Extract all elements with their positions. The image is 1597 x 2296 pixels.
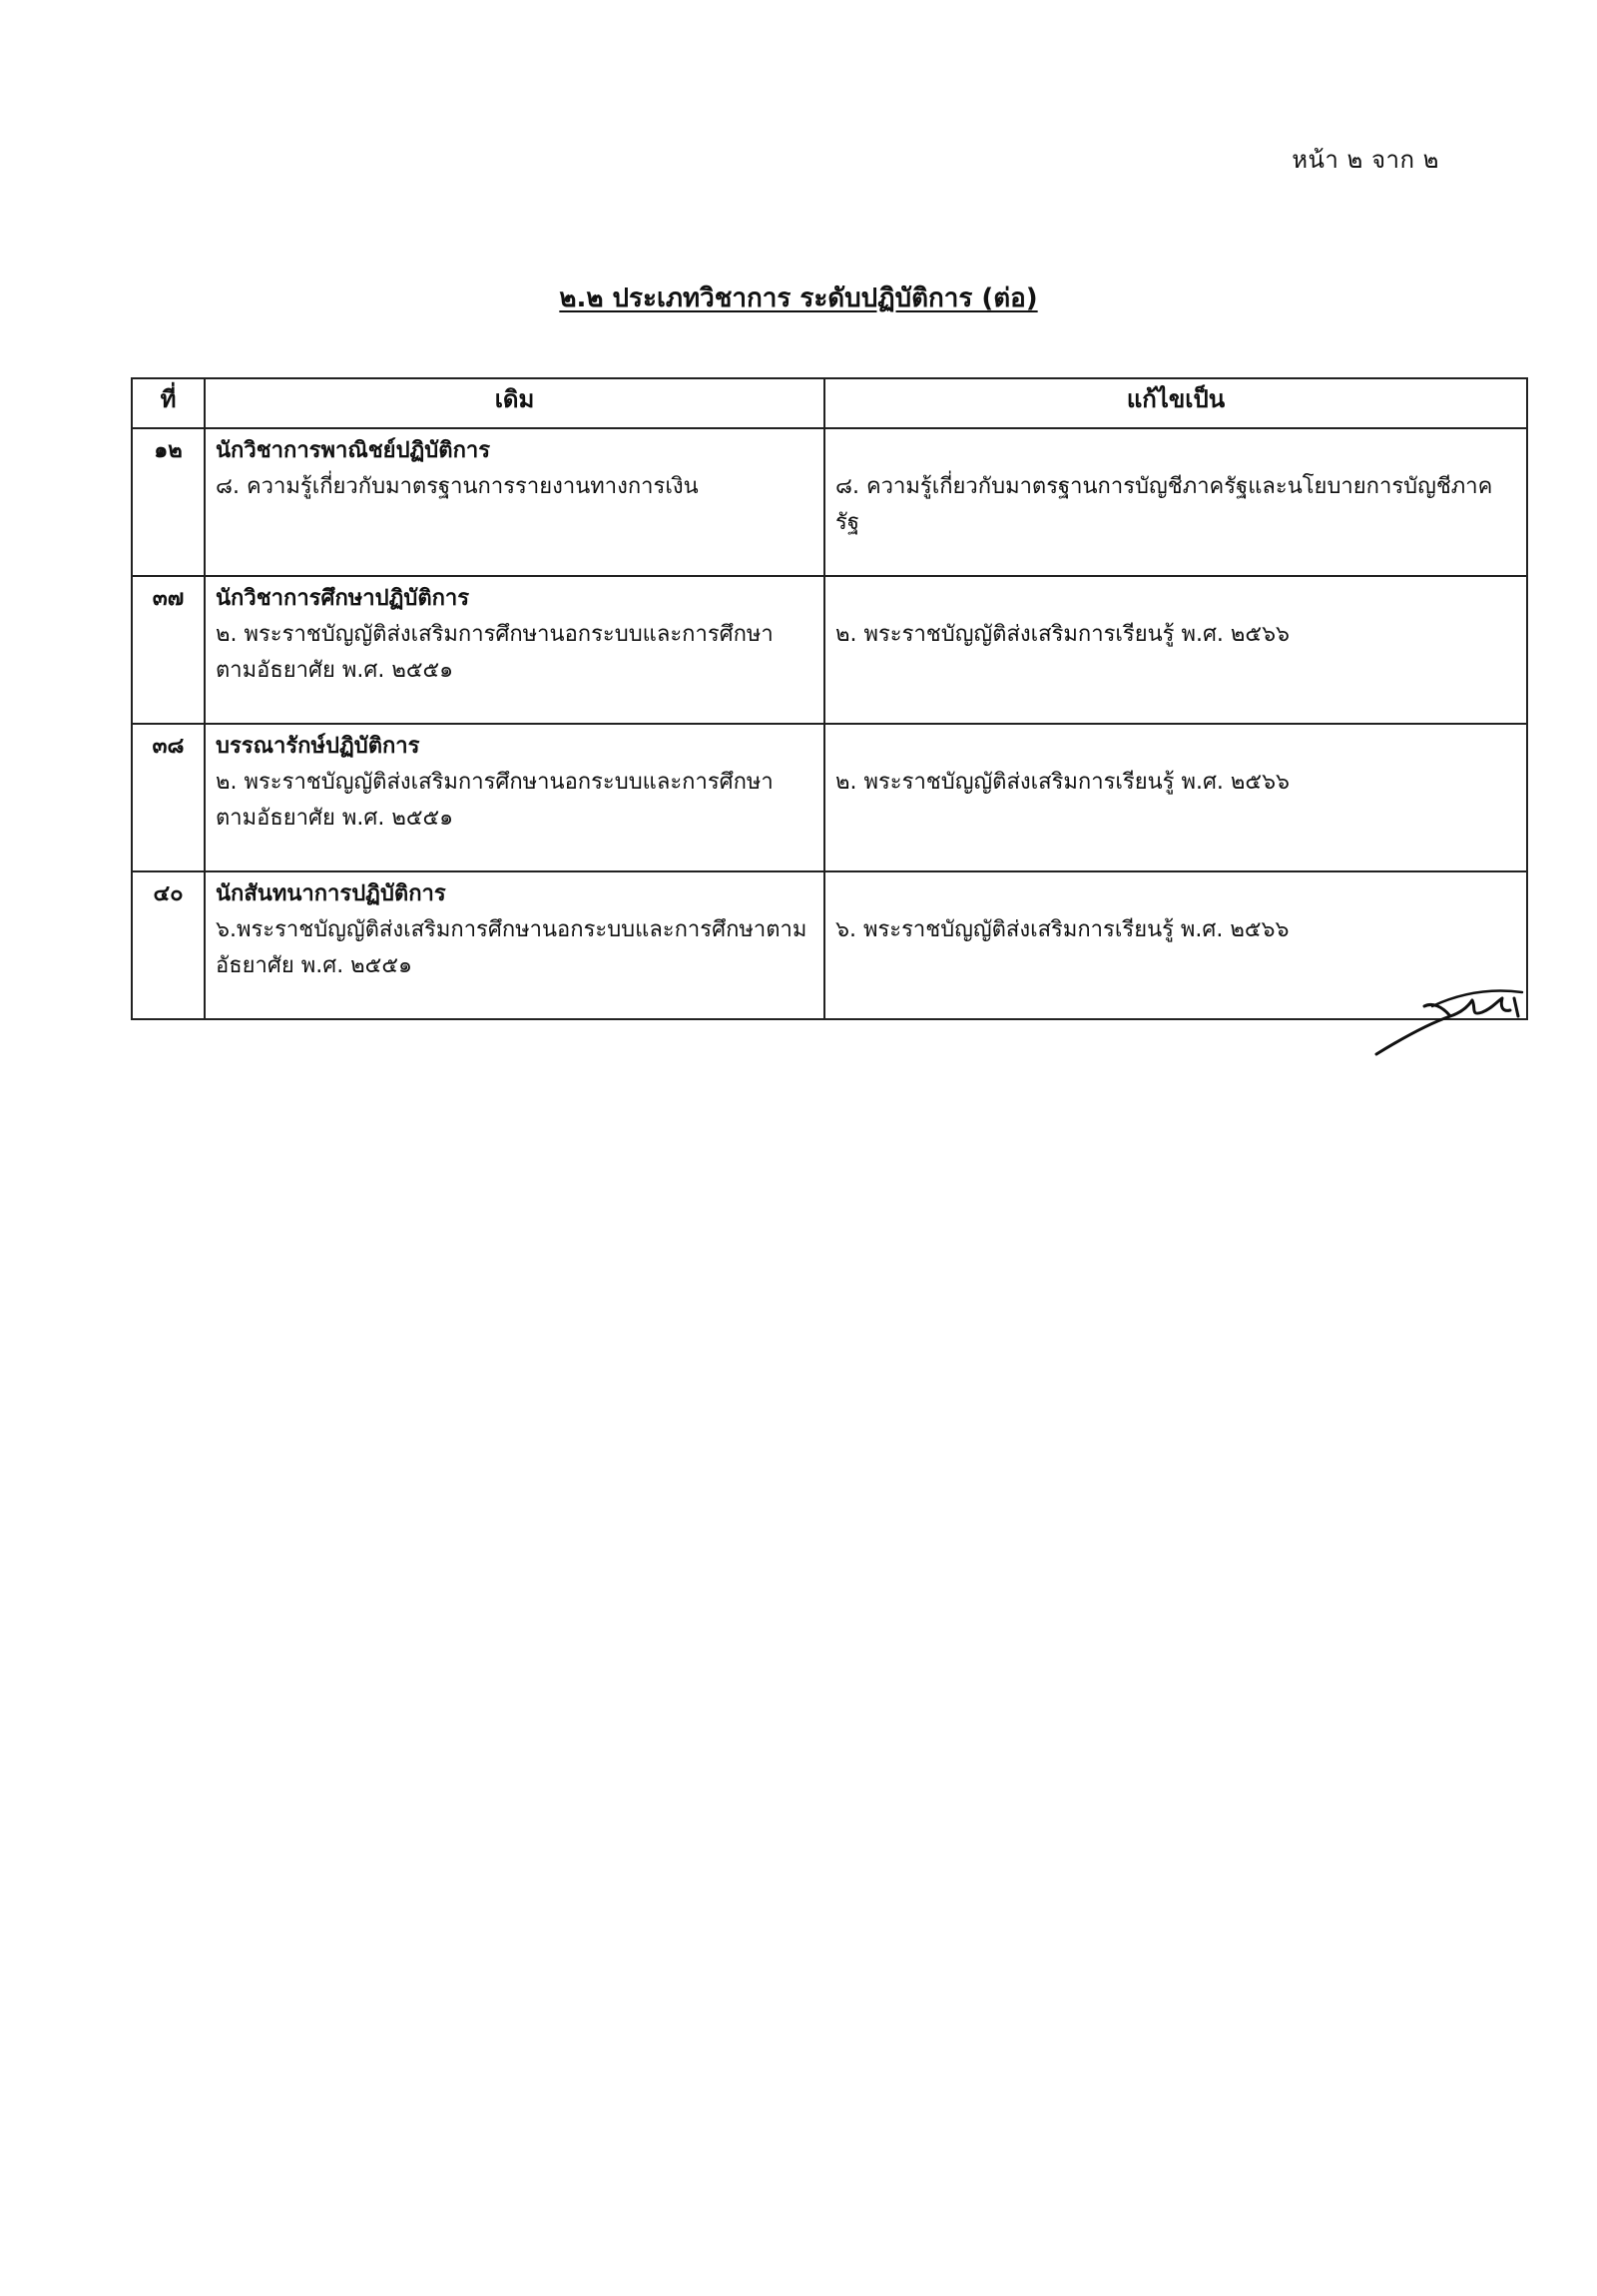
old-cell [205,428,824,576]
new-cell [824,576,1527,724]
page-number: หน้า ๒ จาก ๒ [1292,146,1439,174]
old-cell [205,871,824,1019]
position-title: นักสันทนาการปฏิบัติการ [216,881,446,906]
header-no: ที่ [132,378,205,428]
table-row [132,576,1527,724]
new-text: ๘. ความรู้เกี่ยวกับมาตรฐานการบัญชีภาครัฐและนโยบายการบัญชีภาครัฐ [835,474,1493,535]
old-cell [205,724,824,871]
new-cell [824,724,1527,871]
old-text: ๘. ความรู้เกี่ยวกับมาตรฐานการรายงานทางการเงิน [216,474,699,499]
new-text: ๖. พระราชบัญญัติส่งเสริมการเรียนรู้ พ.ศ. ๒๕๖๖ [835,917,1290,942]
row-number: ๓๘ [132,724,205,871]
row-number: ๓๗ [132,576,205,724]
row-number: ๔๐ [132,871,205,1019]
header-new: แก้ไขเป็น [824,378,1527,428]
position-title: บรรณารักษ์ปฏิบัติการ [216,734,420,759]
table-header-row [132,378,1527,428]
table-row [132,428,1527,576]
old-text: ๒. พระราชบัญญัติส่งเสริมการศึกษานอกระบบและการศึกษาตามอัธยาศัย พ.ศ. ๒๕๕๑ [216,770,774,831]
old-text: ๒. พระราชบัญญัติส่งเสริมการศึกษานอกระบบและการศึกษาตามอัธยาศัย พ.ศ. ๒๕๕๑ [216,622,774,683]
table-row [132,871,1527,1019]
position-title: นักวิชาการศึกษาปฏิบัติการ [216,586,470,611]
handwritten-signature [1372,976,1532,1066]
new-text: ๒. พระราชบัญญัติส่งเสริมการเรียนรู้ พ.ศ. ๒๕๖๖ [835,770,1290,795]
position-title: นักวิชาการพาณิชย์ปฏิบัติการ [216,438,491,463]
new-cell [824,428,1527,576]
section-title: ๒.๒ ประเภทวิชาการ ระดับปฏิบัติการ (ต่อ) [559,284,1038,313]
old-cell [205,576,824,724]
amendment-table [131,377,1528,1020]
new-text: ๒. พระราชบัญญัติส่งเสริมการเรียนรู้ พ.ศ. ๒๕๖๖ [835,622,1290,647]
row-number: ๑๒ [132,428,205,576]
old-text: ๖.พระราชบัญญัติส่งเสริมการศึกษานอกระบบและการศึกษาตามอัธยาศัย พ.ศ. ๒๕๕๑ [216,917,807,978]
header-old: เดิม [205,378,824,428]
table-row [132,724,1527,871]
